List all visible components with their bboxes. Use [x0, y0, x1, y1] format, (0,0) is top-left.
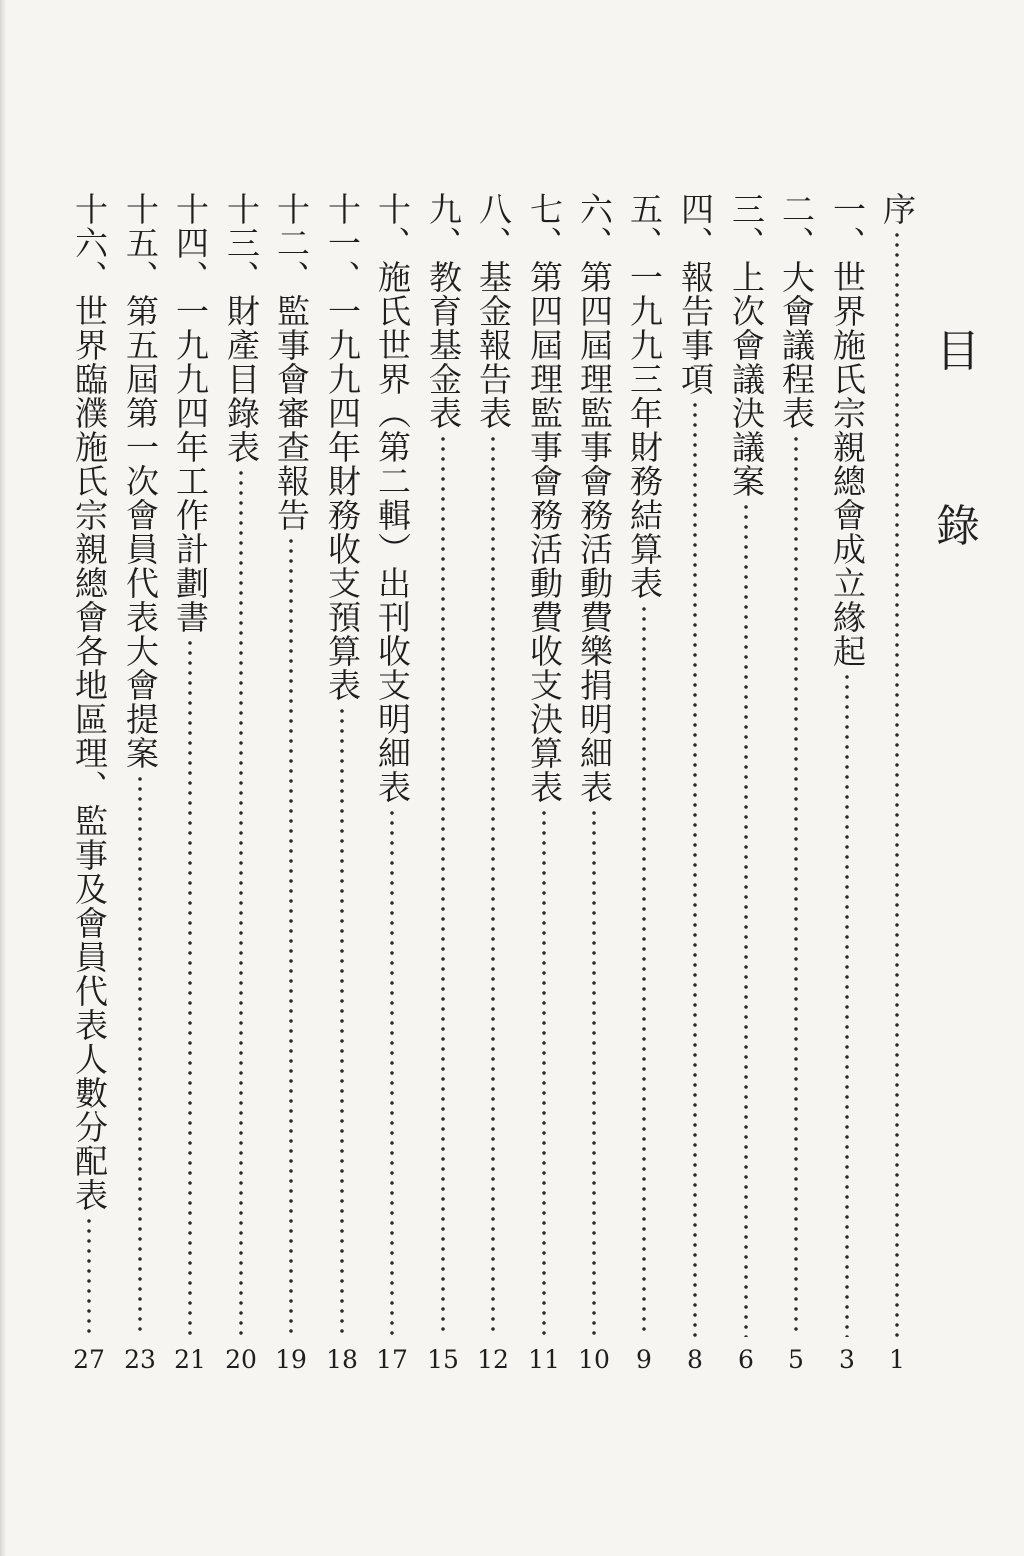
toc-entry[interactable]: [423, 192, 463, 1402]
toc-entry-page: 19: [275, 1345, 307, 1374]
leader-dots: [238, 468, 244, 1337]
toc-entry-label: 十五、第五屆第一次會員代表大會提案: [121, 192, 160, 770]
toc-entry-page: 15: [427, 1345, 459, 1374]
toc-entry-page: 20: [225, 1345, 257, 1374]
leader-dots: [440, 434, 446, 1337]
toc-entry-label: 三、上次會議決議案: [727, 192, 766, 498]
toc-entry-label: 十二、監事會審查報告: [272, 192, 311, 532]
leader-dots: [793, 434, 799, 1337]
toc-entry-page: 6: [738, 1345, 754, 1374]
toc-entry-label: 五、一九九三年財務結算表: [625, 192, 664, 600]
toc-entry-page: 18: [326, 1345, 358, 1374]
leader-dots: [389, 808, 395, 1337]
toc-entry[interactable]: [877, 192, 917, 1402]
leader-dots: [288, 536, 294, 1337]
toc-entry[interactable]: [473, 192, 513, 1402]
toc-entry[interactable]: [372, 192, 412, 1402]
toc-entry-label: 序: [878, 192, 917, 226]
toc-entry-label: 十三、財產目錄表: [222, 192, 261, 464]
toc-entry-page: 27: [73, 1345, 105, 1374]
toc-entry-page: 10: [578, 1345, 610, 1374]
toc-entry[interactable]: [221, 192, 261, 1402]
leader-dots: [591, 808, 597, 1337]
toc-entry[interactable]: [69, 192, 109, 1402]
leader-dots: [743, 502, 749, 1337]
toc-entry[interactable]: [574, 192, 614, 1402]
toc-entry[interactable]: [170, 192, 210, 1402]
leader-dots: [541, 808, 547, 1337]
leader-dots: [844, 672, 850, 1337]
toc-entry-label: 二、大會議程表: [777, 192, 816, 430]
toc-entry-page: 17: [376, 1345, 408, 1374]
leader-dots: [187, 638, 193, 1337]
toc-entry-page: 8: [687, 1345, 703, 1374]
toc-entry-label: 九、教育基金表: [424, 192, 463, 430]
toc-entry-page: 11: [528, 1345, 560, 1374]
toc-title-char-1: 目: [936, 326, 980, 377]
toc-entry-label: 十、施氏世界（第二輯）出刊收支明細表: [373, 192, 412, 804]
toc-entry[interactable]: [726, 192, 766, 1402]
toc-entry-page: 3: [839, 1345, 855, 1374]
leader-dots: [894, 230, 900, 1337]
leader-dots: [339, 706, 345, 1337]
toc-entry-label: 七、第四屆理監事會務活動費收支決算表: [525, 192, 564, 804]
leader-dots: [641, 604, 647, 1337]
leader-dots: [490, 434, 496, 1337]
toc-entry-label: 四、報告事項: [676, 192, 715, 396]
toc-entry-page: 1: [889, 1345, 905, 1374]
page-edge: [0, 0, 6, 1556]
leader-dots: [692, 400, 698, 1337]
toc-entry-label: 八、基金報告表: [474, 192, 513, 430]
toc-entry[interactable]: [776, 192, 816, 1402]
leader-dots: [86, 1216, 92, 1337]
toc-entry-label: 十一、一九九四年財務收支預算表: [323, 192, 362, 702]
toc-entry-label: 一、世界施氏宗親總會成立緣起: [828, 192, 867, 668]
toc-entry-page: 12: [477, 1345, 509, 1374]
toc-entry-label: 十六、世界臨濮施氏宗親總會各地區理、監事及會員代表人數分配表: [70, 192, 109, 1212]
toc-entry-label: 六、第四屆理監事會務活動費樂捐明細表: [575, 192, 614, 804]
toc-entry-label: 十四、一九九四年工作計劃書: [171, 192, 210, 634]
toc-entry[interactable]: [827, 192, 867, 1402]
toc-title-char-2: 錄: [936, 501, 980, 552]
toc-entry[interactable]: [675, 192, 715, 1402]
toc-entry[interactable]: [322, 192, 362, 1402]
toc-entry-page: 23: [124, 1345, 156, 1374]
toc-entry[interactable]: [271, 192, 311, 1402]
toc-entry-page: 9: [636, 1345, 652, 1374]
leader-dots: [137, 774, 143, 1337]
toc-entry[interactable]: [524, 192, 564, 1402]
toc-entry[interactable]: [120, 192, 160, 1402]
toc-entry[interactable]: [624, 192, 664, 1402]
toc-entry-page: 21: [174, 1345, 206, 1374]
toc-entry-page: 5: [788, 1345, 804, 1374]
